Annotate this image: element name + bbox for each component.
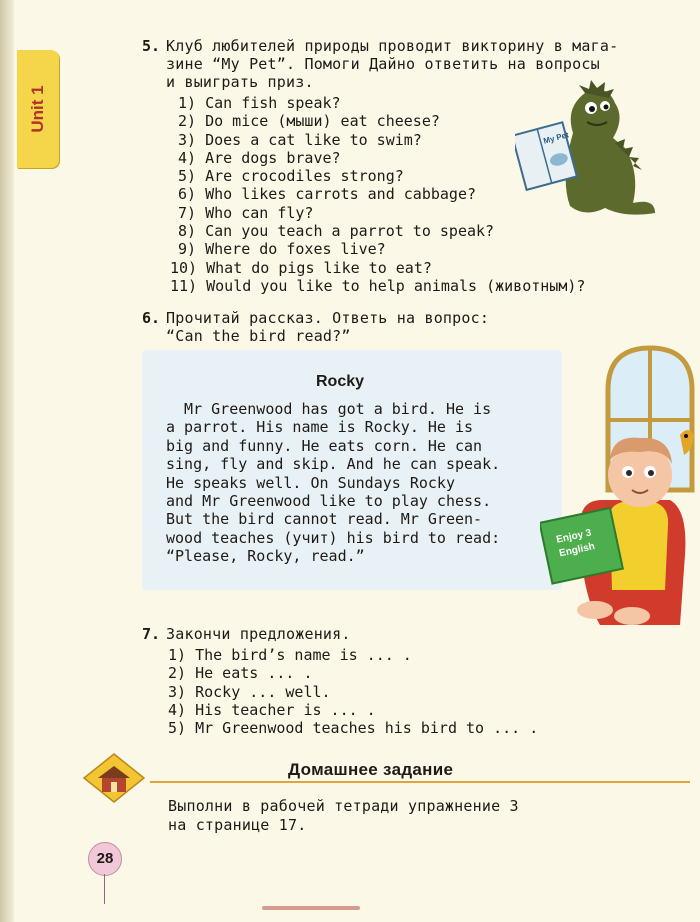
question-item: 6) Who likes carrots and cabbage? (178, 185, 477, 204)
bottom-decoration (262, 906, 360, 910)
question-item: 5) Are crocodiles strong? (178, 167, 404, 186)
dino-reading-illustration (515, 78, 660, 223)
sentence-item: 2) He eats ... . (168, 664, 313, 683)
story-line: He speaks well. On Sundays Rocky (166, 473, 455, 492)
exercise-5-line-2: зине “My Pet”. Помоги Дайно ответить на вопросы (166, 55, 600, 73)
story-line: wood teaches (учит) his bird to read: (166, 528, 501, 547)
question-item: 1) Can fish speak? (178, 94, 341, 112)
sentence-item: 5) Mr Greenwood teaches his bird to ... . (168, 719, 539, 738)
exercise-7-line: Закончи предложения. (166, 625, 351, 643)
boy-reading-illustration (540, 340, 695, 630)
story-line: “Please, Rocky, read.” (166, 547, 365, 566)
homework-line-1: Выполни в рабочей тетради упражнение 3 (168, 797, 519, 815)
sentence-item: 3) Rocky ... well. (168, 682, 331, 701)
exercise-6-line-1: Прочитай рассказ. Ответь на вопрос: (166, 309, 490, 327)
story-line: sing, fly and skip. And he can speak. (166, 455, 501, 474)
story-line: a parrot. His name is Rocky. He is (166, 418, 474, 437)
exercise-6-line-2: “Can the bird read?” (166, 327, 351, 345)
homework-divider (150, 781, 690, 783)
my-pet-book-label: My Pet (542, 130, 570, 146)
unit-tab-label: Unit 1 (28, 85, 47, 133)
enjoy-english-book-label-1: Enjoy 3 (555, 527, 593, 546)
story-line: Mr Greenwood has got a bird. He is (166, 400, 492, 418)
question-item: 3) Does a cat like to swim? (178, 130, 422, 149)
exercise-5-line-1: Клуб любителей природы проводит викторину в мага- (166, 37, 619, 55)
sentence-item: 1) The bird’s name is ... . (168, 646, 412, 664)
balloon-string (104, 874, 105, 904)
story-line: But the bird cannot read. Mr Green- (166, 510, 483, 529)
page-spine (0, 0, 14, 922)
story-line: and Mr Greenwood like to play chess. (166, 491, 492, 510)
homework-line-2: на странице 17. (168, 816, 307, 834)
homework-title: Домашнее задание (288, 760, 454, 779)
story-title: Rocky (316, 373, 365, 390)
page-number-balloon: 28 (88, 842, 122, 876)
exercise-7-items (168, 646, 538, 737)
unit-tab (17, 50, 59, 168)
homework-house-icon (82, 752, 146, 804)
question-item: 11) Would you like to help animals (животным)? (170, 276, 586, 295)
sentence-item: 4) His teacher is ... . (168, 700, 376, 719)
question-item: 7) Who can fly? (178, 203, 314, 222)
exercise-6-number: 6. (142, 309, 161, 327)
question-item: 10) What do pigs like to eat? (170, 258, 432, 277)
enjoy-english-book-label-2: English (558, 541, 596, 560)
story-line: big and funny. He eats corn. He can (166, 436, 483, 455)
question-item: 4) Are dogs brave? (178, 148, 341, 167)
question-item: 2) Do mice (мыши) eat cheese? (178, 112, 440, 131)
exercise-7-number: 7. (142, 625, 161, 643)
story-text (166, 400, 500, 566)
exercise-5-line-3: и выиграть приз. (166, 73, 314, 91)
exercise-5-number: 5. (142, 37, 161, 55)
question-item: 9) Where do foxes live? (178, 240, 386, 259)
question-item: 8) Can you teach a parrot to speak? (178, 222, 495, 241)
